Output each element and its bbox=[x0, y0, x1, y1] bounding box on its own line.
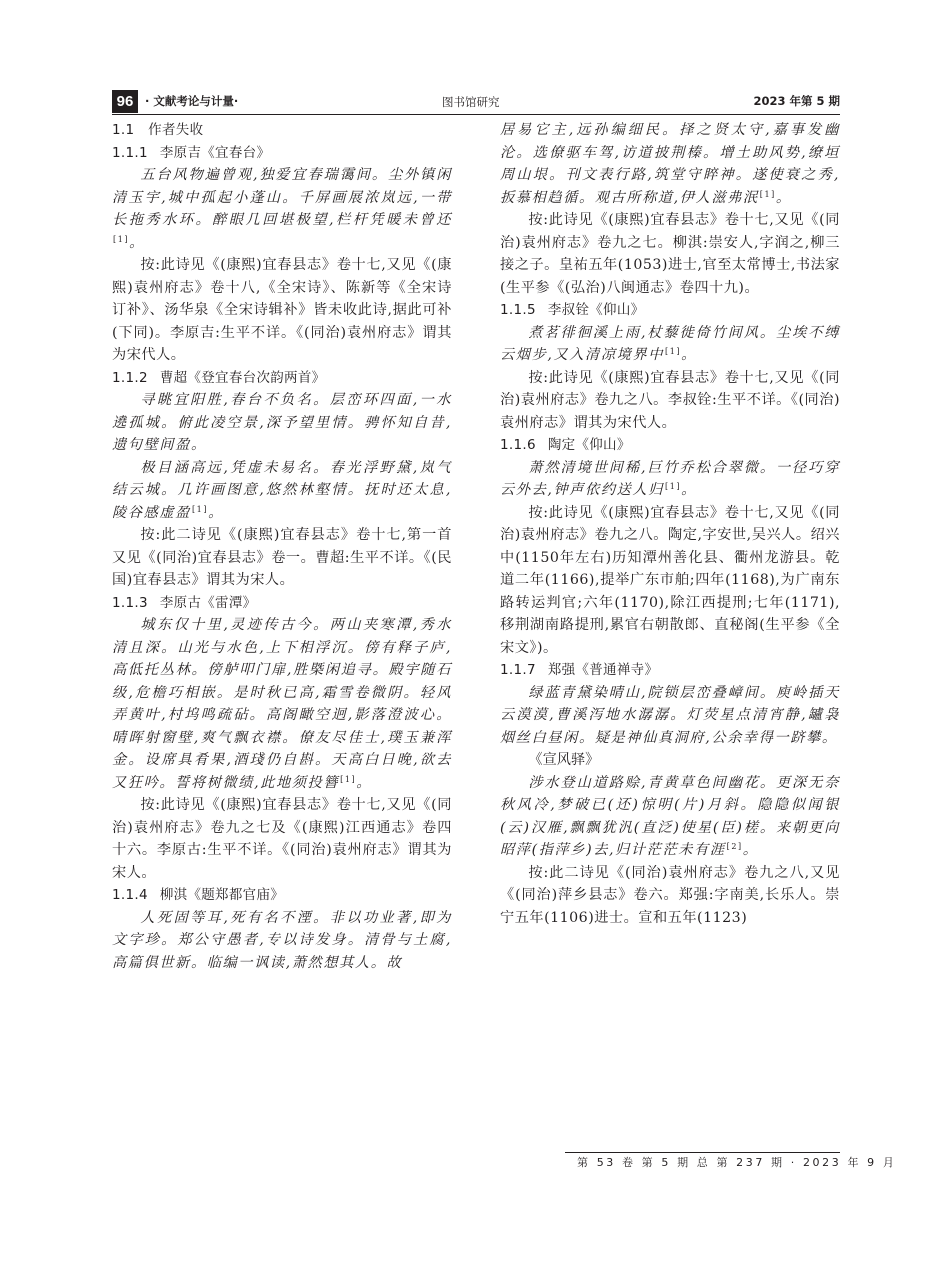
subsection-heading-1-1-1 bbox=[112, 142, 452, 165]
right-column bbox=[500, 119, 840, 929]
citation-ref[interactable]: [1] bbox=[340, 774, 357, 784]
citation-ref[interactable]: [1] bbox=[665, 347, 682, 356]
poem-text: 居易它主,远孙编细民。择之贤太守,嘉事发幽沦。选僚驱车驾,访道披荆榛。增土助风势,缭垣周山垠。刊文表行路,筑堂守睟神。遂使衰之秀,扳慕相趋循。观古所称道,伊人滋弗泯 bbox=[500, 122, 840, 206]
heading-title: 李原古《雷潭》 bbox=[159, 594, 257, 611]
subsection-heading-1-1-2 bbox=[112, 367, 452, 390]
footer-rule bbox=[565, 1152, 840, 1153]
heading-number: 1.1.2 bbox=[112, 369, 148, 386]
citation-ref[interactable]: [1] bbox=[113, 234, 130, 244]
subsection-heading-1-1-3 bbox=[112, 592, 452, 615]
poem-text: 涉水登山道路赊,青黄草色间幽花。更深无奈秋风冷,梦破已(还)惊明(片)月斜。隐隐似闻银(云)汉雁,飘飘犹汎(直泛)使星(臣)槎。来朝更向昭萍(指萍乡)去,归计茫茫未有涯 bbox=[500, 774, 840, 858]
heading-title: 李叔铨《仰山》 bbox=[547, 302, 645, 318]
note-paragraph: 按:此诗见《(康熙)宜春县志》卷十七,又见《(同治)袁州府志》卷九之七及《(康熙)江西通志》卷四十六。李原古:生平不详。《(同治)袁州府志》谓其为宋人。 bbox=[112, 797, 452, 881]
journal-name: 图书馆研究 bbox=[442, 95, 500, 109]
poem: 涉水登山道路赊,青黄草色间幽花。更深无奈秋风冷,梦破已(还)惊明(片)月斜。隐隐似闻银(云)汉雁,飘飘犹汎(直泛)使星(臣)槎。来朝更向昭萍(指萍乡)去,归计茫茫未有涯[2]。 bbox=[500, 774, 840, 858]
citation-ref[interactable]: [1] bbox=[665, 482, 682, 491]
poem-text: 煮茗徘徊溪上雨,杖藜徙倚竹间风。尘埃不缚云烟步,又入清凉境界中 bbox=[500, 324, 840, 363]
section-label: · 文献考论与计量· bbox=[145, 94, 239, 108]
heading-title: 曹超《登宜春台次韵两首》 bbox=[159, 369, 326, 386]
poem: 人死固等耳,死有名不湮。非以功业著,即为文字珍。郑公守愚者,专以诗发身。清骨与土腐,高篇俱世新。临编一讽读,萧然想其人。故 bbox=[112, 909, 452, 971]
heading-number: 1.1.5 bbox=[500, 302, 536, 318]
poem: 绿蓝青黛染晴山,院锁层峦叠嶂间。庾岭插天云漠漠,曹溪泻地水潺潺。灯荧星点清宵静,罏袅烟丝白昼闲。疑是神仙真洞府,公余幸得一跻攀。 bbox=[500, 684, 840, 746]
poem: 寻眺宜阳胜,春台不负名。层峦环四面,一水遶孤城。俯此凌空景,深予望里情。骋怀知自昔,遗句壁间盈。 bbox=[112, 392, 452, 453]
poem: 煮茗徘徊溪上雨,杖藜徙倚竹间风。尘埃不缚云烟步,又入清凉境界中[1]。 bbox=[500, 324, 840, 363]
heading-number: 1.1.1 bbox=[112, 144, 148, 161]
subsection-heading-1-1-5 bbox=[500, 299, 840, 322]
poem-continuation: 居易它主,远孙编细民。择之贤太守,嘉事发幽沦。选僚驱车驾,访道披荆榛。增土助风势,缭垣周山垠。刊文表行路,筑堂守睟神。遂使衰之秀,扳慕相趋循。观古所称道,伊人滋弗泯[1]。 bbox=[500, 122, 840, 206]
citation-ref[interactable]: [1] bbox=[191, 504, 209, 514]
heading-title: 郑强《普通禅寺》 bbox=[547, 662, 659, 678]
poem-text: 萧然清境世间稀,巨竹乔松合翠微。一径巧穿云外去,钟声依约送人归 bbox=[500, 459, 840, 498]
page-footer: 第 53 卷 第 5 期 总 第 237 期 · 2023 年 9 月 bbox=[577, 1156, 897, 1169]
subsection-heading-1-1-4 bbox=[112, 884, 452, 907]
poem-text: 五台风物遍曾观,独爱宜春瑞霭间。尘外镇闲清玉宇,城中孤起小蓬山。千屏画展浓岚远,一带长拖秀水环。醉眼几回堪极望,栏杆凭暖未曾还 bbox=[112, 167, 452, 228]
heading-number: 1.1.3 bbox=[112, 594, 148, 611]
note-paragraph: 按:此诗见《(康熙)宜春县志》卷十七,又见《(同治)袁州府志》卷九之七。柳淇:崇安人,字润之,柳三接之子。皇祐五年(1053)进士,官至太常博士,书法家(生平参《(弘治)八闽通志》卷四十九)。 bbox=[500, 212, 840, 296]
heading-number: 1.1.6 bbox=[500, 437, 536, 453]
poem: 五台风物遍曾观,独爱宜春瑞霭间。尘外镇闲清玉宇,城中孤起小蓬山。千屏画展浓岚远,一带长拖秀水环。醉眼几回堪极望,栏杆凭暖未曾还[1]。 bbox=[112, 167, 452, 251]
heading-number: 1.1.7 bbox=[500, 662, 536, 678]
issue-label: 2023 年第 5 期 bbox=[753, 94, 840, 108]
subsection-heading-1-1-6 bbox=[500, 434, 840, 457]
note-paragraph: 按:此二诗见《(康熙)宜春县志》卷十七,第一首又见《(同治)宜春县志》卷一。曹超:生平不详。《(民国)宜春县志》谓其为宋人。 bbox=[112, 527, 452, 588]
poem-text: 极目涵高远,凭虚未易名。春光浮野黛,岚气结云城。几许画图意,悠然林壑情。抚时还太息,陵谷感虚盈 bbox=[112, 459, 452, 521]
poem-text: 城东仅十里,灵迹传古今。两山夹寒潭,秀水清且深。山光与水色,上下相浮沉。傍有释子庐,高低托丛林。傍舻叩门扉,胜槩闲追寻。殿宇随石级,危檐巧相嵌。是时秋已高,霜雪卷微阴。轻风弄黄叶,村坞鸣疏砧。高阁瞰空迥,影落澄波心。晴晖射窗壁,爽气飘衣襟。僚友尽佳士,璞玉兼浑金。设席具肴果,酒琖仍自斟。天高白日晚,欲去又狂吟。誓将树微绩,此地须投簪 bbox=[112, 617, 452, 791]
note-paragraph: 按:此二诗见《(同治)袁州府志》卷九之八,又见《(同治)萍乡县志》卷六。郑强:字南美,长乐人。崇宁五年(1106)进士。宣和五年(1123) bbox=[500, 864, 840, 926]
poem: 萧然清境世间稀,巨竹乔松合翠微。一径巧穿云外去,钟声依约送人归[1]。 bbox=[500, 459, 840, 498]
page-header bbox=[112, 90, 840, 115]
section-heading: 1.1 作者失收 bbox=[112, 122, 204, 138]
citation-ref[interactable]: [2] bbox=[726, 842, 743, 851]
heading-title: 柳淇《题郑都官庙》 bbox=[159, 887, 285, 903]
left-column bbox=[112, 119, 452, 974]
note-paragraph: 按:此诗见《(康熙)宜春县志》卷十七,又见《(康熙)袁州府志》卷十八,《全宋诗》、陈新等《全宋诗订补》、汤华泉《全宋诗辑补》皆未收此诗,据此可补(下同)。李原吉:生平不详。《(同治)袁州府志》谓其为宋代人。 bbox=[112, 257, 452, 363]
poem: 城东仅十里,灵迹传古今。两山夹寒潭,秀水清且深。山光与水色,上下相浮沉。傍有释子庐,高低托丛林。傍舻叩门扉,胜槩闲追寻。殿宇随石级,危檐巧相嵌。是时秋已高,霜雪卷微阴。轻风弄黄叶,村坞鸣疏砧。高阁瞰空迥,影落澄波心。晴晖射窗壁,爽气飘衣襟。僚友尽佳士,璞玉兼浑金。设席具肴果,酒琖仍自斟。天高白日晚,欲去又狂吟。誓将树微绩,此地须投簪[1]。 bbox=[112, 617, 452, 791]
page-number: 96 bbox=[112, 90, 138, 113]
subsection-heading-1-1-7 bbox=[500, 659, 840, 682]
poem: 极目涵高远,凭虚未易名。春光浮野黛,岚气结云城。几许画图意,悠然林壑情。抚时还太息,陵谷感虚盈[1]。 bbox=[112, 459, 452, 521]
note-paragraph: 按:此诗见《(康熙)宜春县志》卷十七,又见《(同治)袁州府志》卷九之八。李叔铨:生平不详。《(同治)袁州府志》谓其为宋代人。 bbox=[500, 369, 840, 431]
note-paragraph: 按:此诗见《(康熙)宜春县志》卷十七,又见《(同治)袁州府志》卷九之八。陶定,字安世,吴兴人。绍兴中(1150年左右)历知潭州善化县、衢州龙游县。乾道二年(1166),提举广东市舶;四年(1168),为广南东路转运判官;六年(1170),除江西提刑;七年(1171),移荆湖南路提刑,累官右朝散郎、直秘阁(生平参《全宋文》)。 bbox=[500, 504, 840, 656]
heading-title: 李原吉《宜春台》 bbox=[159, 144, 271, 161]
citation-ref[interactable]: [1] bbox=[759, 189, 776, 199]
heading-title: 陶定《仰山》 bbox=[547, 437, 631, 453]
heading-number: 1.1.4 bbox=[112, 887, 148, 903]
poem-subtitle: 《宣风驿》 bbox=[528, 752, 600, 768]
